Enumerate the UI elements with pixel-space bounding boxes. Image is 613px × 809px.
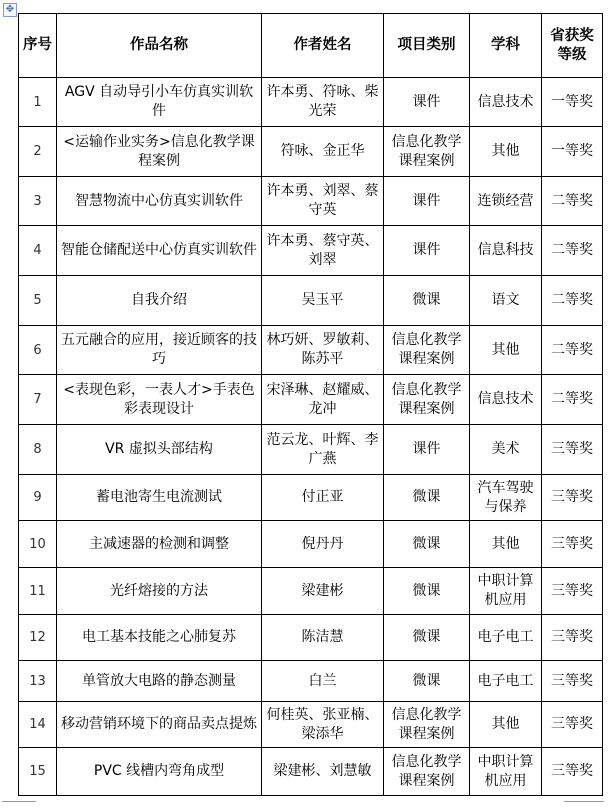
cell-index: 1	[19, 78, 57, 127]
cell-award: 三等奖	[542, 425, 603, 475]
cell-subject: 电子电工	[470, 661, 542, 702]
cell-subject: 美术	[470, 425, 542, 475]
cell-subject: 中职计算机应用	[470, 748, 542, 796]
header-index: 序号	[19, 14, 57, 78]
cell-subject: 电子电工	[470, 615, 542, 661]
table-row	[19, 521, 603, 568]
cell-authors: 许本勇、刘翠、蔡守英	[262, 177, 384, 226]
header-award: 省获奖等级	[542, 14, 603, 78]
cell-index: 2	[19, 127, 57, 177]
table-row	[19, 568, 603, 615]
cell-name: 五元融合的应用，接近顾客的技巧	[57, 326, 262, 375]
cell-award: 二等奖	[542, 375, 603, 425]
cell-name: 单管放大电路的静态测量	[57, 661, 262, 702]
cell-index: 8	[19, 425, 57, 475]
cell-category: 课件	[384, 226, 470, 276]
cell-authors: 白兰	[262, 661, 384, 702]
cell-name: VR 虚拟头部结构	[57, 425, 262, 475]
table-row	[19, 326, 603, 375]
cell-name: 蓄电池寄生电流测试	[57, 475, 262, 521]
cell-name: <表现色彩，一表人才>手表色彩表现设计	[57, 375, 262, 425]
cell-authors: 吴玉平	[262, 276, 384, 326]
cell-category: 信息化教学课程案例	[384, 375, 470, 425]
cell-award: 三等奖	[542, 521, 603, 568]
table-row	[19, 226, 603, 276]
cell-award: 三等奖	[542, 475, 603, 521]
cell-award: 一等奖	[542, 127, 603, 177]
cell-category: 信息化教学课程案例	[384, 326, 470, 375]
cropped-caption-line	[0, 0, 613, 8]
cell-index: 12	[19, 615, 57, 661]
table-row	[19, 748, 603, 796]
cell-authors: 宋泽琳、赵耀威、龙冲	[262, 375, 384, 425]
cell-index: 13	[19, 661, 57, 702]
cell-authors: 倪丹丹	[262, 521, 384, 568]
table-row	[19, 127, 603, 177]
cell-index: 9	[19, 475, 57, 521]
cell-category: 微课	[384, 475, 470, 521]
cell-index: 7	[19, 375, 57, 425]
table-row	[19, 276, 603, 326]
cell-category: 信息化教学课程案例	[384, 748, 470, 796]
cell-category: 信息化教学课程案例	[384, 702, 470, 748]
cell-name: 主减速器的检测和调整	[57, 521, 262, 568]
cell-subject: 连锁经营	[470, 177, 542, 226]
header-subject: 学科	[470, 14, 542, 78]
cell-subject: 中职计算机应用	[470, 568, 542, 615]
cell-authors: 许本勇、蔡守英、刘翠	[262, 226, 384, 276]
cell-authors: 范云龙、叶辉、李广燕	[262, 425, 384, 475]
cell-index: 3	[19, 177, 57, 226]
cell-subject: 其他	[470, 521, 542, 568]
cell-subject: 其他	[470, 127, 542, 177]
cell-category: 课件	[384, 78, 470, 127]
cell-subject: 语文	[470, 276, 542, 326]
cell-subject: 信息技术	[470, 78, 542, 127]
header-category: 项目类别	[384, 14, 470, 78]
cell-authors: 何桂英、张亚楠、梁添华	[262, 702, 384, 748]
cell-authors: 梁建彬	[262, 568, 384, 615]
page-end-mark-right	[564, 801, 604, 808]
cell-index: 14	[19, 702, 57, 748]
cell-subject: 信息科技	[470, 226, 542, 276]
table-move-handle-icon[interactable]: ✥	[3, 3, 17, 17]
cell-award: 三等奖	[542, 748, 603, 796]
cell-subject: 其他	[470, 702, 542, 748]
page-end-mark	[2, 801, 36, 808]
cell-category: 微课	[384, 568, 470, 615]
cell-index: 4	[19, 226, 57, 276]
cell-authors: 符咏、金正华	[262, 127, 384, 177]
cell-name: 移动营销环境下的商品卖点提炼	[57, 702, 262, 748]
cell-name: <运输作业实务>信息化教学课程案例	[57, 127, 262, 177]
cell-index: 6	[19, 326, 57, 375]
cell-name: 光纤熔接的方法	[57, 568, 262, 615]
header-name: 作品名称	[57, 14, 262, 78]
table-row	[19, 375, 603, 425]
cell-name: 智能仓储配送中心仿真实训软件	[57, 226, 262, 276]
cell-authors: 林巧妍、罗敏莉、陈苏平	[262, 326, 384, 375]
cell-subject: 其他	[470, 326, 542, 375]
cell-index: 5	[19, 276, 57, 326]
cell-category: 微课	[384, 521, 470, 568]
cell-name: 自我介绍	[57, 276, 262, 326]
cell-award: 二等奖	[542, 276, 603, 326]
table-row	[19, 177, 603, 226]
table-row	[19, 475, 603, 521]
table-row	[19, 425, 603, 475]
cell-authors: 梁建彬、刘慧敏	[262, 748, 384, 796]
table-row	[19, 615, 603, 661]
cell-award: 三等奖	[542, 568, 603, 615]
cell-category: 课件	[384, 177, 470, 226]
cell-award: 三等奖	[542, 615, 603, 661]
cell-award: 三等奖	[542, 702, 603, 748]
table-row	[19, 78, 603, 127]
cell-award: 二等奖	[542, 177, 603, 226]
cell-name: PVC 线槽内弯角成型	[57, 748, 262, 796]
cell-name: 智慧物流中心仿真实训软件	[57, 177, 262, 226]
cell-category: 课件	[384, 425, 470, 475]
cell-award: 二等奖	[542, 226, 603, 276]
cell-name: 电工基本技能之心肺复苏	[57, 615, 262, 661]
header-row	[19, 14, 603, 78]
cell-authors: 许本勇、符咏、柴光荣	[262, 78, 384, 127]
cell-authors: 陈洁慧	[262, 615, 384, 661]
cell-index: 15	[19, 748, 57, 796]
cell-authors: 付正亚	[262, 475, 384, 521]
cell-index: 11	[19, 568, 57, 615]
cell-category: 微课	[384, 661, 470, 702]
table-row	[19, 702, 603, 748]
cell-category: 微课	[384, 276, 470, 326]
cell-index: 10	[19, 521, 57, 568]
cell-award: 一等奖	[542, 78, 603, 127]
awards-table	[18, 13, 603, 796]
table-row	[19, 661, 603, 702]
cell-award: 二等奖	[542, 326, 603, 375]
cell-award: 三等奖	[542, 661, 603, 702]
cell-category: 信息化教学课程案例	[384, 127, 470, 177]
cell-subject: 汽车驾驶与保养	[470, 475, 542, 521]
cell-subject: 信息技术	[470, 375, 542, 425]
header-authors: 作者姓名	[262, 14, 384, 78]
cell-category: 微课	[384, 615, 470, 661]
cell-name: AGV 自动导引小车仿真实训软件	[57, 78, 262, 127]
